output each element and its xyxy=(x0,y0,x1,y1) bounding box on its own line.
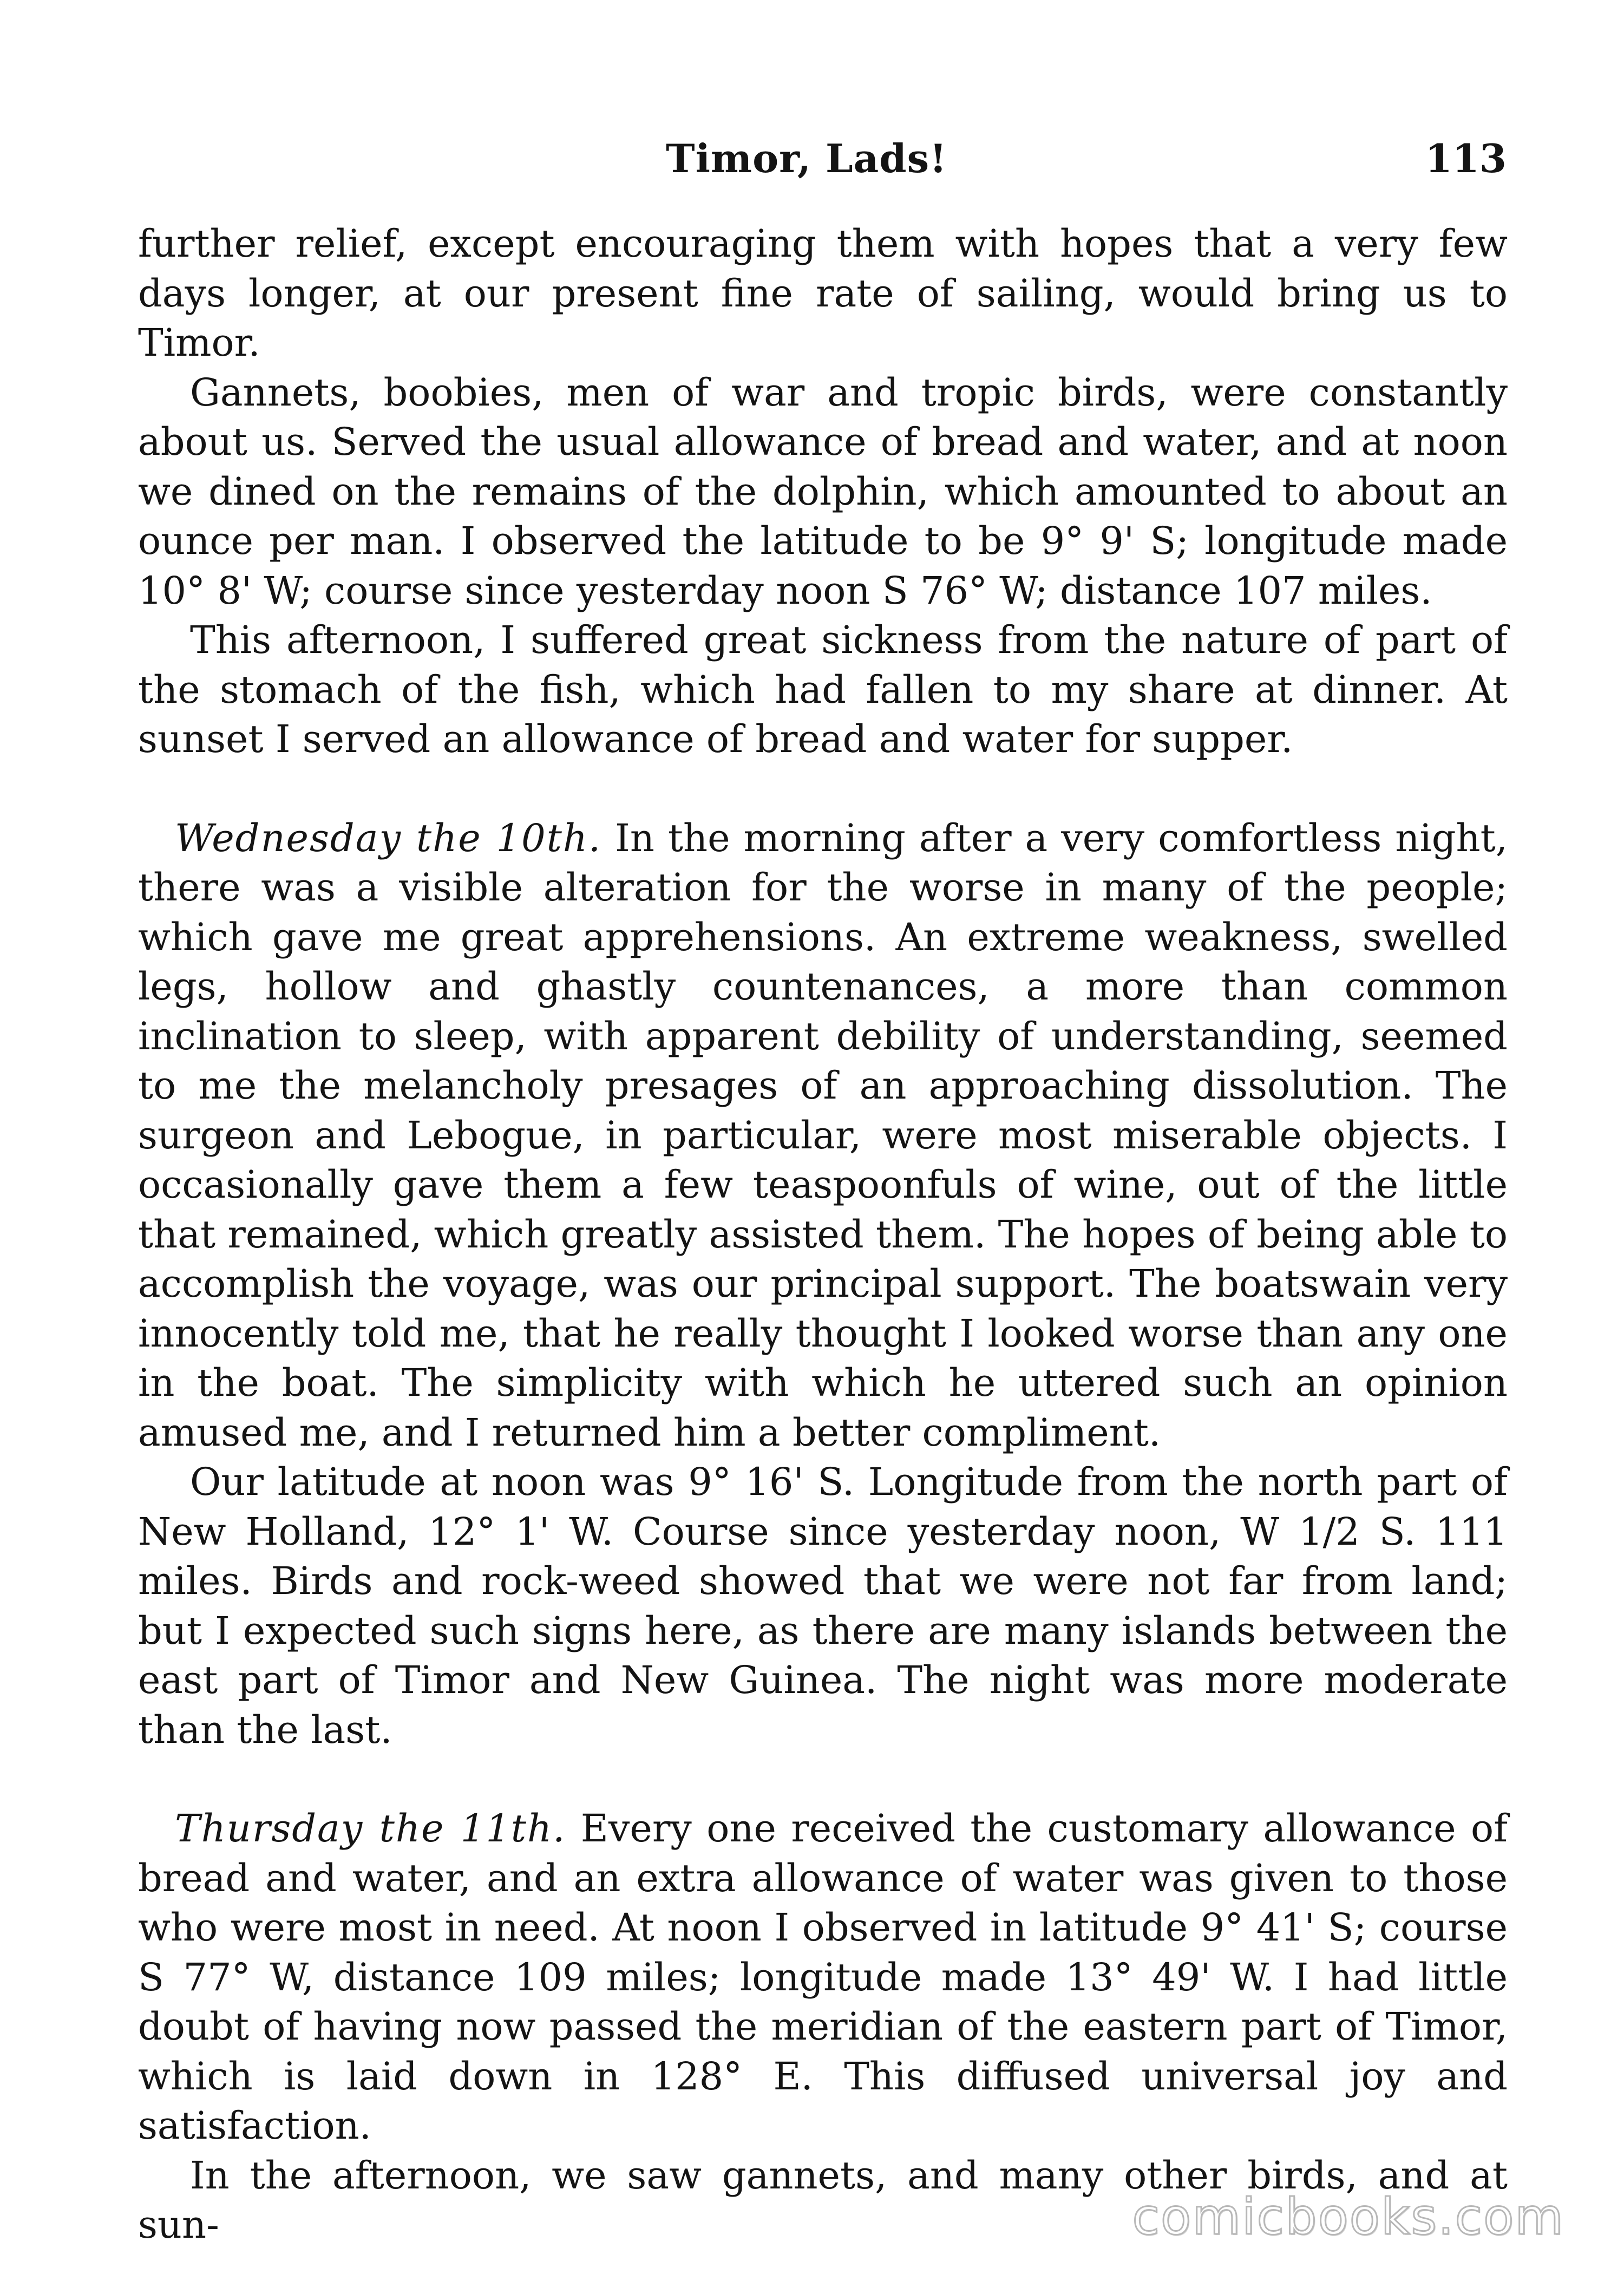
paragraph xyxy=(138,1458,1508,1755)
dated-entry-wednesday xyxy=(138,814,1508,1458)
paragraph-text: In the morning after a very comfortless night, there was a visible alteration for the worse in many of the people; which gave me great apprehensions. An extreme weakness, swelled legs, hollow and ghastly countenances, a more than common inclination to sleep, with apparent debility of understanding, seemed to me the melancholy presages of an approaching dissolution. The surgeon and Lebogue, in particular, were most miserable objects. I occasionally gave them a few teaspoonfuls of wine, out of the little that remained, which greatly assisted them. The hopes of being able to accomplish the voyage, was our principal support. The boatswain very innocently told me, that he really thought I looked worse than any one in the boat. The simplicity with which he uttered such an opinion amused me, and I returned him a better compliment. xyxy=(138,815,1508,1455)
paragraph-text: This afternoon, I suffered great sickness from the nature of part of the stomach of the fish, which had fallen to my share at dinner. At sunset I served an allowance of bread and water for supper. xyxy=(138,618,1508,761)
entry-date-heading: Wednesday the 10th. xyxy=(175,815,602,860)
page-number: 113 xyxy=(1425,135,1507,181)
paragraph-text: Gannets, boobies, men of war and tropic birds, were constantly about us. Served the usual allowance of bread and water, and at noon we dined on the remains of the dolphin, which amounted to about an ounce per man. I observed the latitude to be 9° 9' S; longitude made 10° 8' W; course since yesterday noon S 76° W; distance 107 miles. xyxy=(138,370,1508,613)
paragraph-text: further relief, except encouraging them with hopes that a very few days longer, at our present fine rate of sailing, would bring us to Timor. xyxy=(138,221,1508,365)
paragraph-text: Every one received the customary allowance of bread and water, and an extra allowance of water was given to those who were most in need. At noon I observed in latitude 9° 41' S; course S 77° W, distance 109 miles; longitude made 13° 49' W. I had little doubt of having now passed the meridian of the eastern part of Timor, which is laid down in 128° E. This diffused universal joy and satisfaction. xyxy=(138,1806,1508,2148)
paragraph xyxy=(138,616,1508,764)
paragraph-text: Our latitude at noon was 9° 16' S. Longitude from the north part of New Holland, 12° 1' W. Course since yesterday noon, W 1/2 S. 111 miles. Birds and rock-weed showed that we were not far from land; but I expected such signs here, as there are many islands between the east part of Timor and New Guinea. The night was more moderate than the last. xyxy=(138,1460,1508,1752)
running-title: Timor, Lads! xyxy=(666,135,947,181)
dated-entry-thursday xyxy=(138,1804,1508,2151)
paragraph xyxy=(138,368,1508,616)
body-text xyxy=(138,219,1508,2250)
paragraph xyxy=(138,219,1508,368)
watermark: comicbooks.com xyxy=(1132,2188,1564,2246)
entry-date-heading: Thursday the 11th. xyxy=(175,1806,566,1851)
paragraph-text: In the afternoon, we saw gannets, and many other birds, and at sun- xyxy=(138,2153,1508,2247)
page-header xyxy=(140,134,1507,194)
